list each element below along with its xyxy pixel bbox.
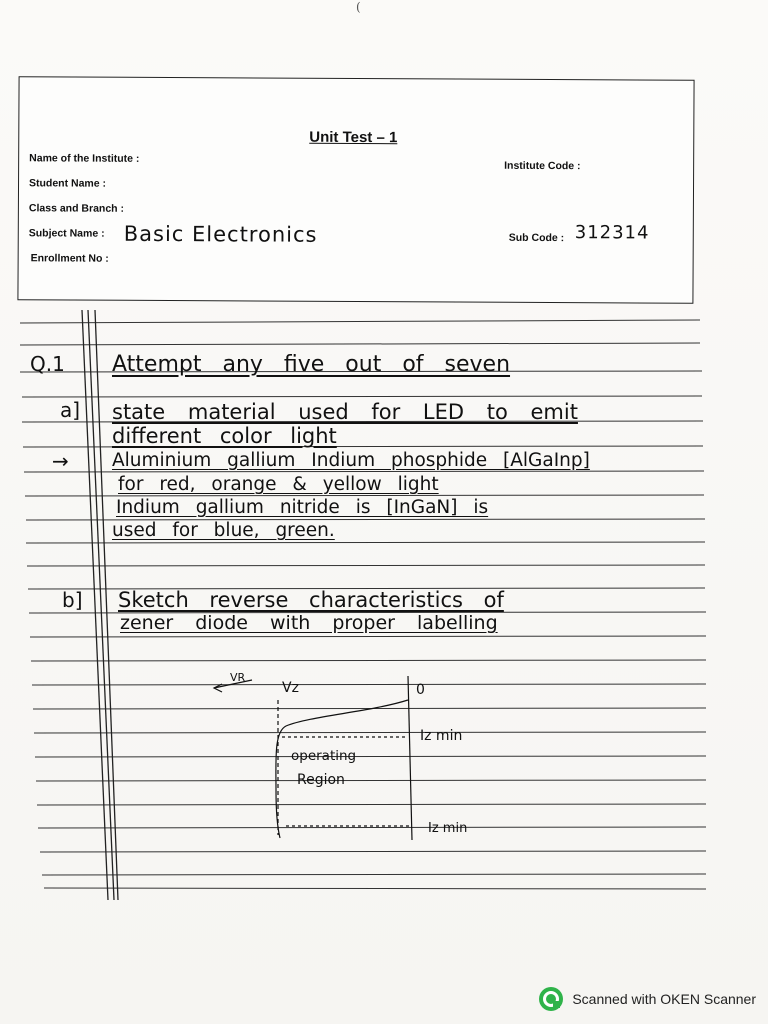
enrollment-label: Enrollment No : bbox=[30, 252, 109, 265]
diagram-region-line-1: operating bbox=[291, 748, 357, 764]
question-number: Q.1 bbox=[30, 352, 65, 376]
institute-name-label: Name of the Institute : bbox=[29, 152, 140, 165]
scanner-watermark-text: Scanned with OKEN Scanner bbox=[572, 991, 756, 1007]
scanner-watermark bbox=[538, 986, 756, 1012]
part-a-answer-line-2: for red, orange & yellow light bbox=[118, 474, 439, 495]
class-branch-label: Class and Branch : bbox=[28, 202, 125, 215]
subject-name-label: Subject Name : bbox=[28, 227, 105, 240]
question-title: Attempt any five out of seven bbox=[112, 352, 511, 377]
sub-code-label: Sub Code : bbox=[508, 231, 565, 245]
diagram-vr-label: VR bbox=[230, 671, 246, 684]
part-a-label: a] bbox=[60, 398, 81, 422]
part-a-answer-line-3: Indium gallium nitride is [InGaN] is bbox=[116, 497, 489, 518]
top-mark: ( bbox=[356, 0, 361, 14]
part-b-label: b] bbox=[62, 588, 83, 612]
part-b-question-line-2: zener diode with proper labelling bbox=[120, 612, 498, 634]
margin-lines bbox=[82, 310, 118, 900]
exam-title: Unit Test – 1 bbox=[309, 128, 398, 147]
diagram-region-line-2: Region bbox=[297, 772, 345, 788]
current-axis bbox=[408, 676, 412, 840]
sub-code-value: 312314 bbox=[574, 222, 650, 244]
diagram-iz-min-top-label: Iz min bbox=[420, 728, 463, 744]
student-name-label: Student Name : bbox=[28, 177, 107, 190]
zener-curve bbox=[276, 700, 408, 838]
part-a-answer-line-1: Aluminium gallium Indium phosphide [AlGaInp] bbox=[112, 450, 590, 471]
subject-name-value: Basic Electronics bbox=[123, 221, 318, 247]
oken-scanner-logo-icon bbox=[538, 986, 564, 1012]
part-a-question-line-2: different color light bbox=[112, 424, 337, 448]
diagram-vz-label: Vz bbox=[282, 680, 299, 696]
diagram-iz-min-bottom-label: Iz min bbox=[428, 821, 468, 836]
part-a-question-line-1: state material used for LED to emit bbox=[112, 400, 578, 424]
part-b-question-line-1: Sketch reverse characteristics of bbox=[118, 588, 504, 612]
answer-arrow-icon: → bbox=[52, 449, 69, 473]
institute-code-label: Institute Code : bbox=[504, 159, 581, 173]
diagram-origin-label: 0 bbox=[416, 682, 425, 698]
part-a-answer-line-4: used for blue, green. bbox=[112, 520, 335, 541]
